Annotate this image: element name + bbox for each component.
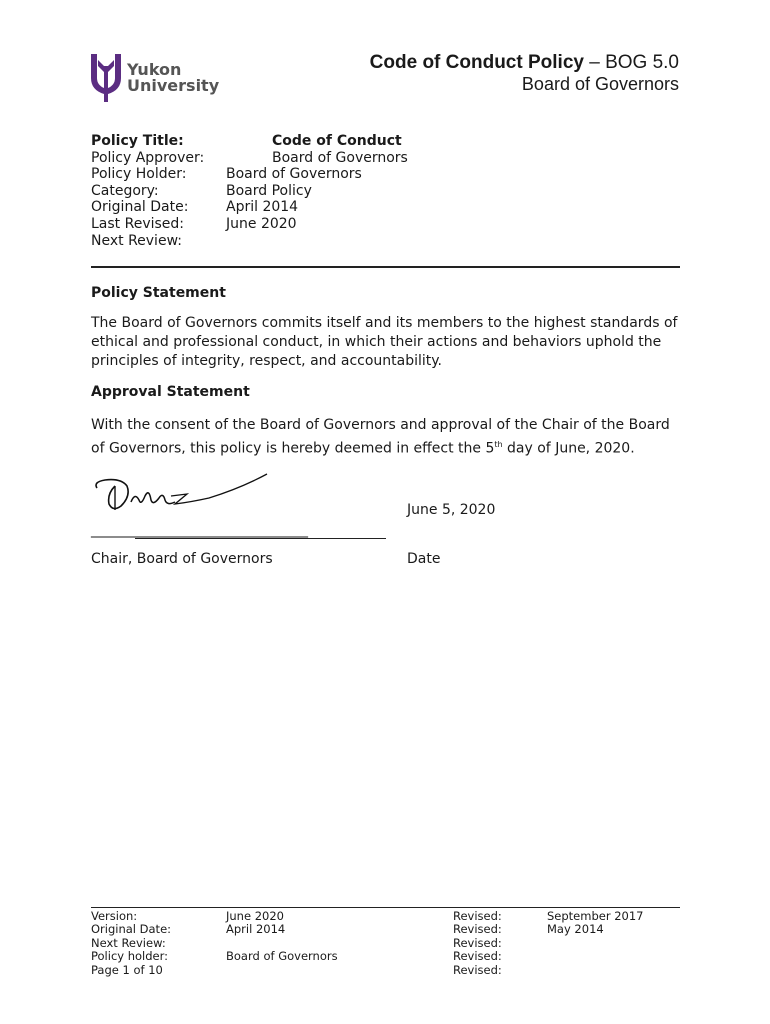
signature-block bbox=[91, 466, 691, 576]
approval-text-sup: th bbox=[494, 440, 503, 449]
approval-text-main: With the consent of the Board of Governors and approval of the Chair of the Board of Governors, this policy is hereby deemed in effect the 5 bbox=[91, 417, 670, 457]
logo-line1: Yukon bbox=[127, 60, 182, 79]
footer-cell: Next Review: bbox=[91, 935, 166, 950]
meta-value: Board of Governors bbox=[226, 166, 362, 183]
meta-label: Last Revised: bbox=[91, 215, 185, 232]
footer-cell: Policy holder: bbox=[91, 949, 169, 964]
meta-value: Board Policy bbox=[226, 182, 312, 199]
footer-cell bbox=[547, 937, 644, 950]
meta-label: Policy Approver: bbox=[91, 149, 205, 166]
meta-label: Original Date: bbox=[91, 199, 189, 216]
approval-statement-heading: Approval Statement bbox=[91, 384, 250, 400]
meta-value: June 2020 bbox=[226, 215, 297, 232]
leaf-logo-icon bbox=[89, 52, 123, 104]
meta-value: April 2014 bbox=[226, 199, 299, 216]
meta-label: Policy Title: bbox=[91, 133, 184, 149]
footer-cell bbox=[547, 964, 644, 977]
university-logo bbox=[89, 52, 219, 106]
date-label: Date bbox=[407, 551, 441, 567]
document-code: – BOG 5.0 bbox=[583, 52, 679, 73]
meta-value: Code of Conduct bbox=[272, 133, 402, 149]
policy-statement-text: The Board of Governors commits itself and its members to the highest standards of ethical and professional conduct, in which their actions and behaviors uphold the principles of integrity, respect, and accountability. bbox=[91, 315, 678, 369]
footer-cell bbox=[547, 950, 644, 963]
approval-text-end: day of June, 2020. bbox=[502, 440, 635, 457]
signature-line bbox=[135, 538, 386, 539]
footer-cell: September 2017 bbox=[547, 909, 644, 923]
meta-label: Next Review: bbox=[91, 232, 182, 249]
signature-date: June 5, 2020 bbox=[407, 502, 496, 518]
footer-cell bbox=[226, 964, 338, 977]
approval-statement-text bbox=[91, 416, 681, 459]
document-title: Code of Conduct Policy bbox=[369, 52, 584, 73]
footer-cell: Original Date: bbox=[91, 922, 172, 937]
footer-cell: April 2014 bbox=[226, 922, 286, 937]
document-subtitle: Board of Governors bbox=[521, 74, 679, 94]
footer-cell: Revised: bbox=[453, 909, 502, 923]
footer-cell: May 2014 bbox=[547, 922, 604, 937]
footer-labels bbox=[91, 910, 171, 977]
footer-values bbox=[226, 910, 338, 977]
footer-cell: Revised: bbox=[453, 949, 502, 964]
footer-cell: June 2020 bbox=[226, 909, 284, 923]
footer-cell: Revised: bbox=[453, 935, 502, 950]
section-divider bbox=[91, 266, 680, 268]
chair-label: Chair, Board of Governors bbox=[91, 551, 273, 567]
signature-underscore-line: ____________________________________ bbox=[91, 522, 307, 538]
meta-label: Category: bbox=[91, 182, 159, 199]
footer-cell: Revised: bbox=[453, 962, 502, 977]
footer-cell: Board of Governors bbox=[226, 949, 338, 964]
footer-revised-labels bbox=[453, 910, 502, 977]
footer-revised-values bbox=[547, 910, 644, 977]
footer-cell bbox=[226, 937, 338, 950]
document-header bbox=[370, 52, 679, 95]
footer-divider bbox=[91, 907, 680, 908]
meta-label: Policy Holder: bbox=[91, 166, 187, 183]
meta-value: Board of Governors bbox=[272, 149, 408, 166]
policy-statement-heading: Policy Statement bbox=[91, 285, 226, 301]
handwritten-signature bbox=[91, 466, 281, 522]
footer-cell: Revised: bbox=[453, 922, 502, 937]
footer-cell: Page 1 of 10 bbox=[91, 962, 163, 977]
logo-line2: University bbox=[127, 76, 220, 95]
footer-cell: Version: bbox=[91, 909, 138, 923]
